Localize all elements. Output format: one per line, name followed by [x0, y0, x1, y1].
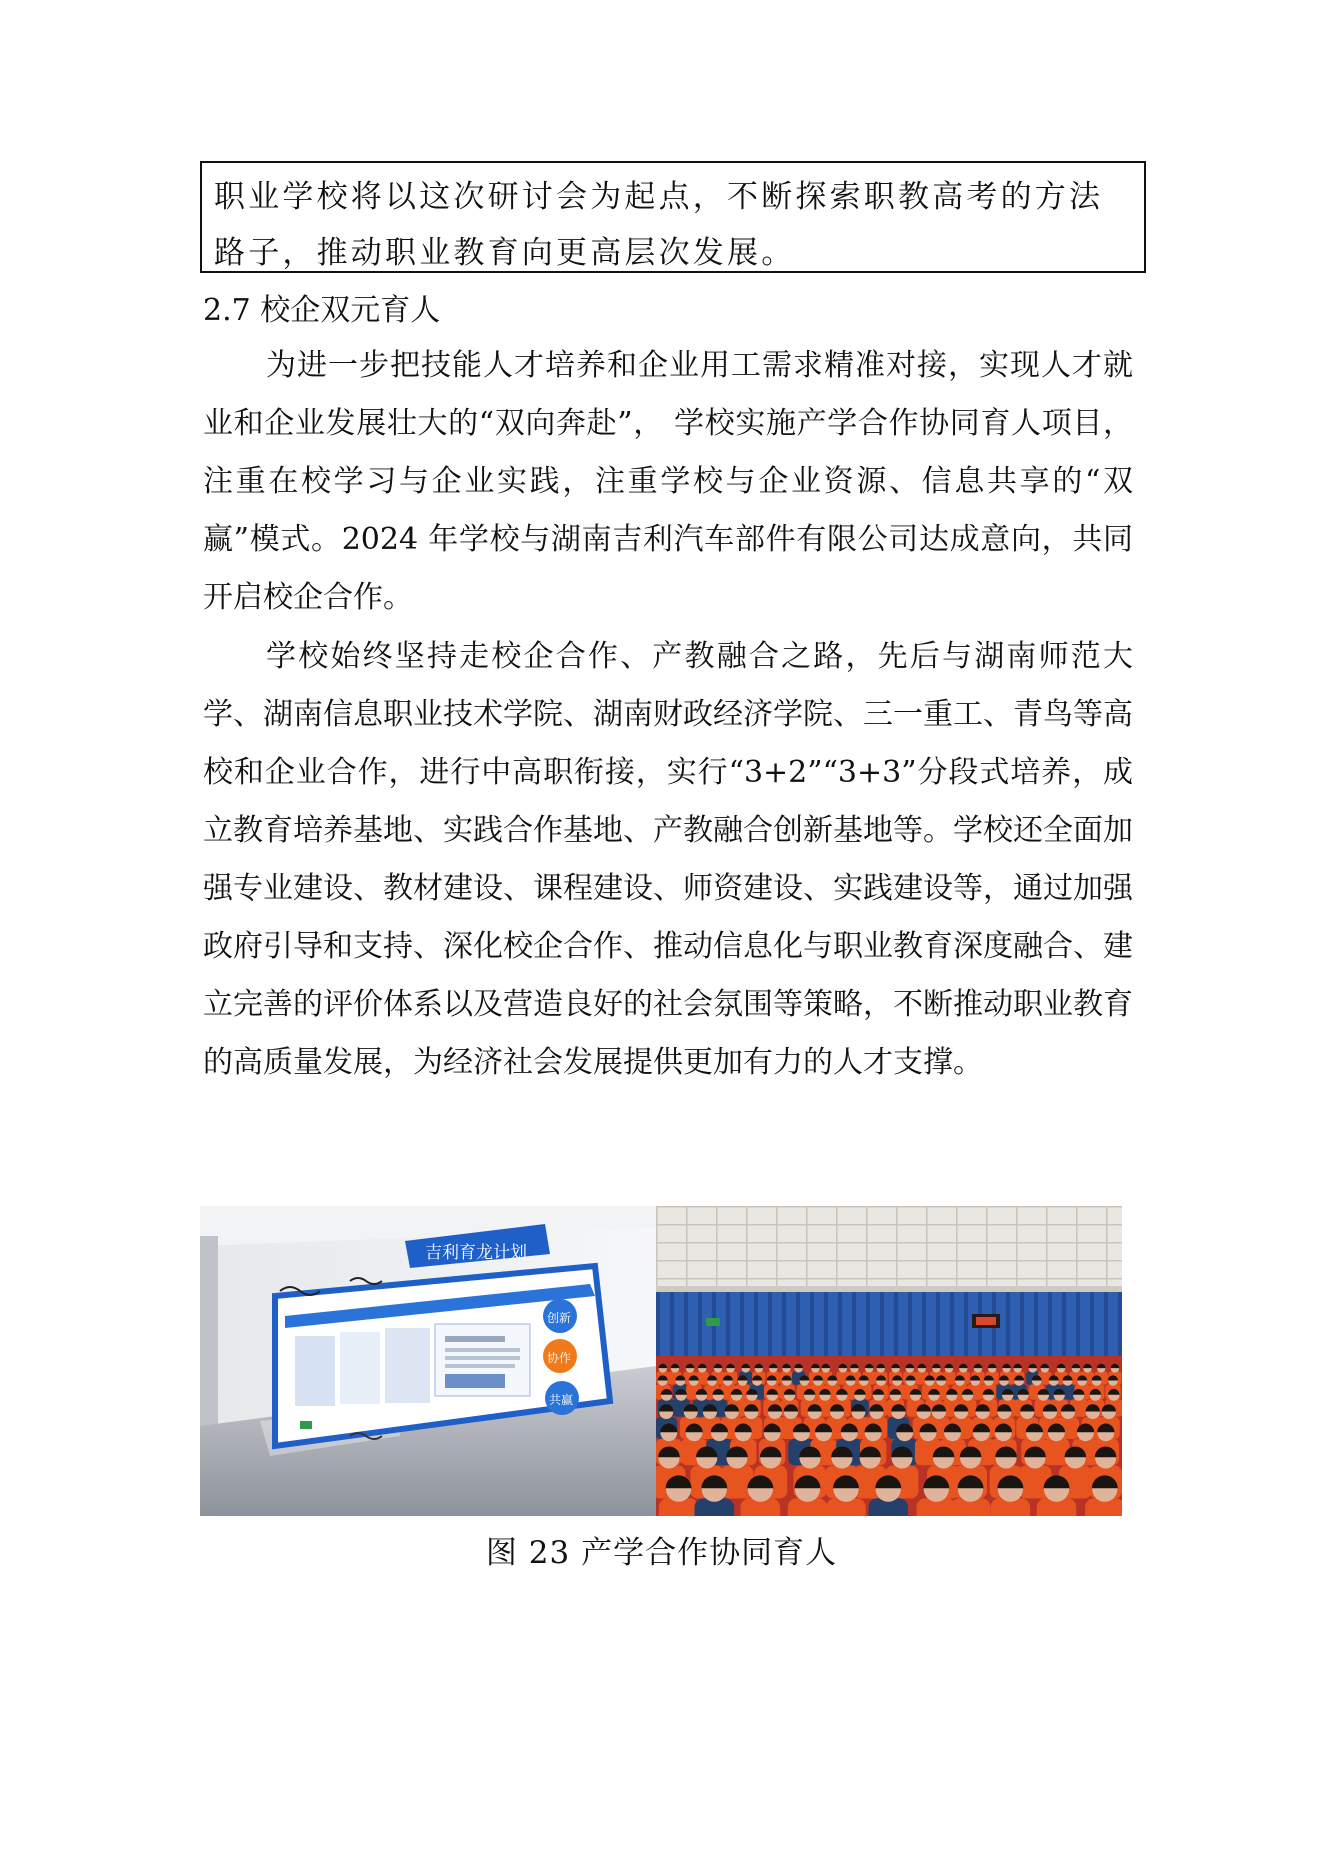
- photo-auditorium: [656, 1206, 1122, 1516]
- circle-label-1: 创新: [547, 1311, 572, 1325]
- photo-exhibition-wall: [200, 1206, 656, 1516]
- paragraph-2: 学校始终坚持走校企合作、产教融合之路，先后与湖南师范大学、湖南信息职业技术学院、湖南财政经济学院、三一重工、青鸟等高校和企业合作，进行中高职衔接，实行“3+2”“3+3”分段式培养，成立教育培养基地、实践合作基地、产教融合创新基地等。学校还全面加强专业建设、教材建设、课程建设、师资建设、实践建设等，通过加强政府引导和支持、深化校企合作、推动信息化与职业教育深度融合、建立完善的评价体系以及营造良好的社会氛围等策略，不断推动职业教育的高质量发展，为经济社会发展提供更加有力的人才支撑。: [203, 639, 1133, 1080]
- circle-label-2: 协作: [547, 1351, 572, 1365]
- highlight-text: 职业学校将以这次研讨会为起点，不断探索职教高考的方法路子，推动职业教育向更高层次发展。: [214, 179, 1104, 271]
- figure-caption: 图 23 产学合作协同育人: [485, 1535, 838, 1571]
- section-heading: 2.7 校企双元育人: [203, 293, 441, 328]
- highlight-box: [200, 161, 1146, 273]
- circle-label-3: 共赢: [549, 1393, 574, 1407]
- banner-title: 吉利育龙计划: [425, 1243, 527, 1263]
- paragraph-1: 为进一步把技能人才培养和企业用工需求精准对接，实现人才就业和企业发展壮大的“双向奔赴”， 学校实施产学合作协同育人项目，注重在校学习与企业实践，注重学校与企业资源、信息共享的“双赢”模式。2024 年学校与湖南吉利汽车部件有限公司达成意向，共同开启校企合作。: [203, 348, 1133, 615]
